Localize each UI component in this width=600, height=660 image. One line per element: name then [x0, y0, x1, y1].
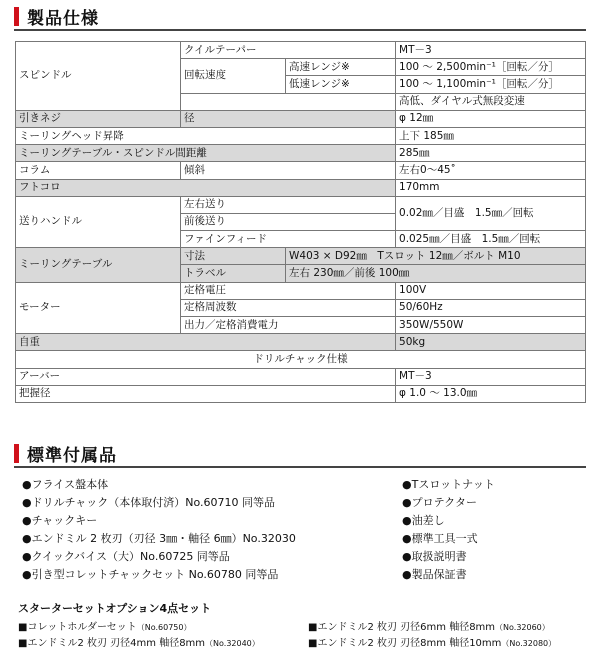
starter-item-label: ■エンドミル2 枚刃 刃径4mm 軸径8mm	[18, 638, 206, 649]
list-item: ●ドリルチャック（本体取付済）No.60710 同等品	[22, 496, 276, 509]
fine-feed-value: 0.025㎜／目盛 1.5㎜／回転	[396, 231, 586, 248]
starter-item-label: ■コレットホルダーセット	[18, 622, 137, 633]
list-item: ●チャックキー	[22, 514, 98, 527]
table-row	[16, 162, 586, 179]
low-range-value: 100 ～ 1,100min⁻¹［回転／分］	[396, 76, 586, 93]
travel-label: トラベル	[181, 265, 286, 282]
fb-feed-label: 前後送り	[181, 213, 396, 230]
red-accent-bar	[14, 7, 19, 26]
list-item: ●Tスロットナット	[402, 478, 495, 491]
starter-item	[18, 634, 260, 649]
weight-value: 50kg	[396, 334, 586, 351]
low-range-label: 低速レンジ※	[286, 76, 396, 93]
table-row	[16, 351, 586, 368]
list-item: ●引き型コレットチャックセット No.60780 同等品	[22, 568, 279, 581]
section-divider	[14, 466, 586, 468]
high-range-value: 100 ～ 2,500min⁻¹［回転／分］	[396, 59, 586, 76]
grip-diameter-value: φ 1.0 ～ 13.0㎜	[396, 385, 586, 402]
table-row	[16, 127, 586, 144]
table-row	[16, 334, 586, 351]
accessories-section-header	[14, 442, 117, 464]
feed-value: 0.02㎜／目盛 1.5㎜／回転	[396, 196, 586, 230]
throat-label: フトコロ	[16, 179, 396, 196]
spec-section-header	[14, 5, 99, 27]
output-label: 出力／定格消費電力	[181, 317, 396, 334]
starter-item	[18, 618, 191, 633]
spec-table	[15, 41, 586, 403]
starter-item-label: ■エンドミル2 枚刃 刃径6mm 軸径8mm	[308, 622, 496, 633]
rated-voltage-value: 100V	[396, 282, 586, 299]
table-row	[16, 248, 586, 265]
list-item: ●標準工具一式	[402, 532, 478, 545]
list-item: ●クイックバイス（大）No.60725 同等品	[22, 550, 230, 563]
taper-value: MT－3	[396, 42, 586, 59]
rated-voltage-label: 定格電圧	[181, 282, 396, 299]
rated-frequency-label: 定格周波数	[181, 299, 396, 316]
column-tilt-value: 左右0～45˚	[396, 162, 586, 179]
grip-diameter-label: 把握径	[16, 385, 396, 402]
head-lift-label: ミーリングヘッド昇降	[16, 127, 396, 144]
column-tilt-label: 傾斜	[181, 162, 396, 179]
empty-cell	[181, 93, 396, 110]
list-item: ●フライス盤本体	[22, 478, 109, 491]
speed-note: 高低、ダイヤル式無段変速	[396, 93, 586, 110]
list-item: ●プロテクター	[402, 496, 477, 509]
starter-item-label: ■エンドミル2 枚刃 刃径8mm 軸径10mm	[308, 638, 502, 649]
arbor-value: MT－3	[396, 368, 586, 385]
head-lift-value: 上下 185㎜	[396, 127, 586, 144]
table-row	[16, 179, 586, 196]
milling-table-label: ミーリングテーブル	[16, 248, 181, 282]
accessories-right-column	[402, 476, 495, 584]
lr-feed-label: 左右送り	[181, 196, 396, 213]
speed-label: 回転速度	[181, 59, 286, 93]
throat-value: 170mm	[396, 179, 586, 196]
list-item: ●取扱説明書	[402, 550, 467, 563]
feed-handle-label: 送りハンドル	[16, 196, 181, 248]
column-label: コラム	[16, 162, 181, 179]
pull-diameter-label: 径	[181, 110, 396, 127]
list-item: ●エンドミル 2 枚刃（刃径 3㎜・軸径 6㎜）No.32030	[22, 532, 296, 545]
starter-item-code: （No.32060）	[495, 623, 550, 632]
table-row	[16, 196, 586, 213]
weight-label: 自重	[16, 334, 396, 351]
starter-item	[308, 618, 550, 633]
spec-section-title: 製品仕様	[27, 8, 99, 29]
table-row	[16, 110, 586, 127]
starter-set-title: スターターセットオプション4点セット	[18, 602, 212, 615]
table-row	[16, 368, 586, 385]
accessories-section-title: 標準付属品	[27, 445, 117, 466]
taper-label: クイルテーパー	[181, 42, 396, 59]
table-distance-value: 285㎜	[396, 145, 586, 162]
table-row	[16, 385, 586, 402]
red-accent-bar	[14, 444, 19, 463]
table-row	[16, 282, 586, 299]
starter-item-code: （No.60750）	[136, 623, 192, 632]
spindle-label: スピンドル	[16, 42, 181, 111]
list-item: ●油差し	[402, 514, 445, 527]
dimension-value: W403 × D92㎜ Tスロット 12㎜／ボルト M10	[286, 248, 586, 265]
high-range-label: 高速レンジ※	[286, 59, 396, 76]
starter-item	[308, 634, 556, 649]
list-item: ●製品保証書	[402, 568, 467, 581]
section-divider	[14, 29, 586, 31]
table-row	[16, 42, 586, 59]
output-value: 350W/550W	[396, 317, 586, 334]
travel-value: 左右 230㎜／前後 100㎜	[286, 265, 586, 282]
accessories-left-column	[22, 476, 296, 584]
motor-label: モーター	[16, 282, 181, 334]
starter-item-code: （No.32040）	[205, 639, 260, 648]
rated-frequency-value: 50/60Hz	[396, 299, 586, 316]
dimension-label: 寸法	[181, 248, 286, 265]
pull-screw-label: 引きネジ	[16, 110, 181, 127]
table-row	[16, 145, 586, 162]
arbor-label: アーバー	[16, 368, 396, 385]
pull-diameter-value: φ 12㎜	[396, 110, 586, 127]
fine-feed-label: ファインフィード	[181, 231, 396, 248]
table-distance-label: ミーリングテーブル・スピンドル間距離	[16, 145, 396, 162]
drill-chuck-header: ドリルチャック仕様	[16, 351, 586, 368]
starter-item-code: （No.32080）	[501, 639, 557, 648]
